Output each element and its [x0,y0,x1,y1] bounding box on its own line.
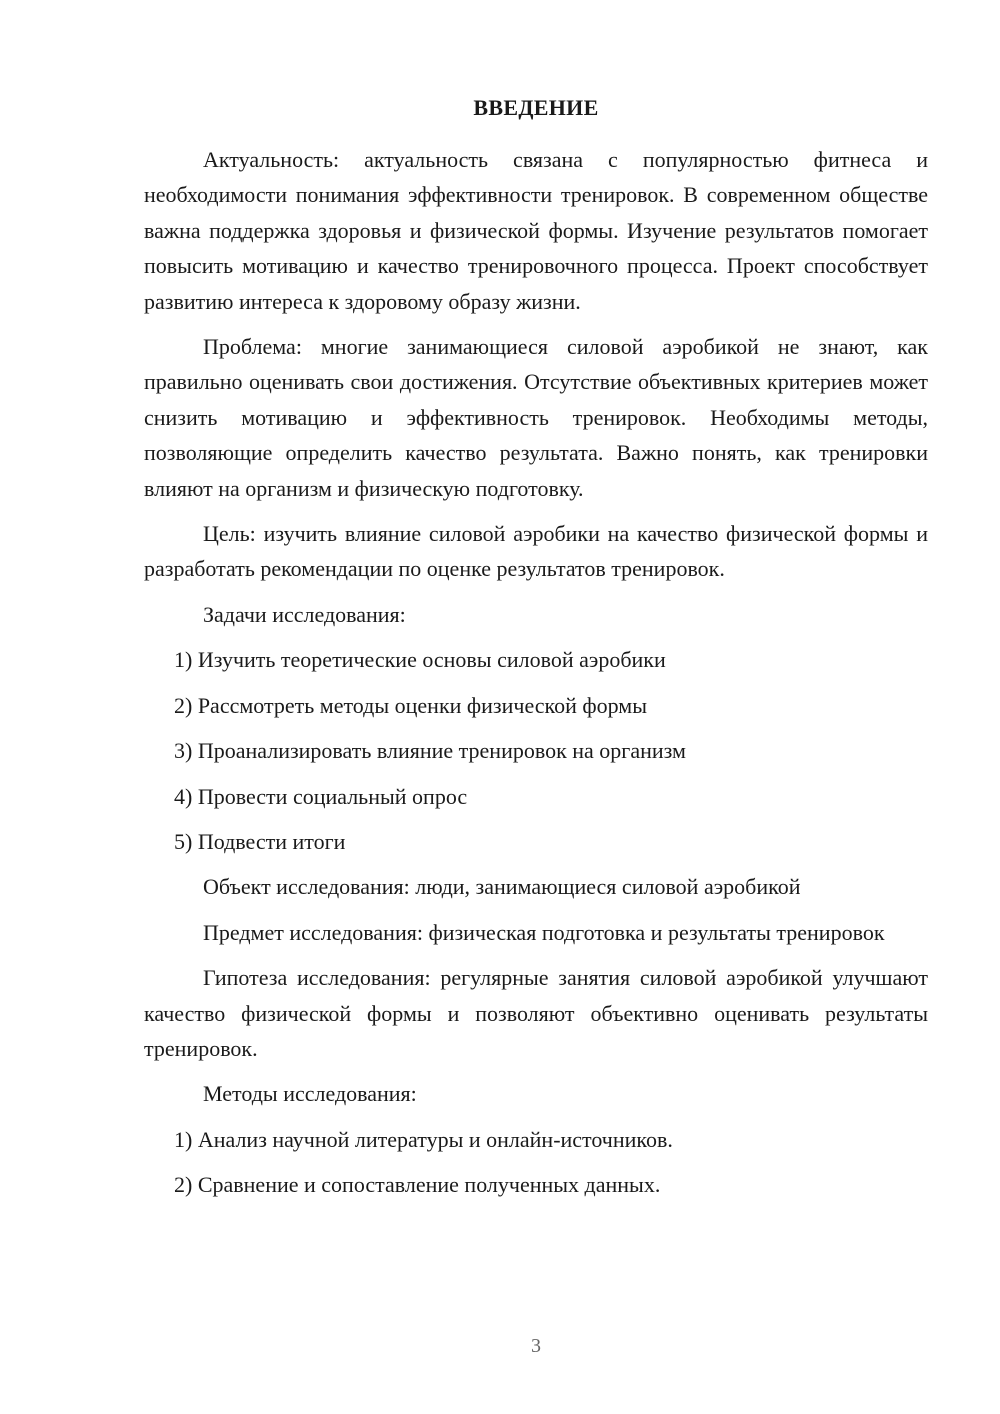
tasks-heading: Задачи исследования: [203,601,406,627]
section-title: ВВЕДЕНИЕ [473,95,599,120]
object-paragraph: Объект исследования: люди, занимающиеся силовой аэробикой [203,874,801,900]
list-item: 2) Сравнение и сопоставление полученных данных. [174,1172,661,1198]
subject-paragraph: Предмет исследования: физическая подготовка и результаты тренировок [203,919,885,945]
list-item: 4) Провести социальный опрос [174,783,468,809]
list-item: 2) Рассмотреть методы оценки физической формы [174,692,648,718]
list-item: 5) Подвести итоги [174,828,346,854]
relevance-paragraph: Актуальность: актуальность связана с популярностью фитнеса и необходимости понимания эффективности тренировок. В современном обществе важна поддержка здоровья и физической формы. Изучение результатов помогает повысить мотивацию и качество тренировочного процесса. Проект способствует развитию интереса к здоровому образу жизни. [144,147,928,314]
hypothesis-paragraph: Гипотеза исследования: регулярные занятия силовой аэробикой улучшают качество физической формы и позволяют объективно оценивать результаты тренировок. [144,965,928,1061]
list-item: 3) Проанализировать влияние тренировок на организм [174,738,686,764]
methods-heading: Методы исследования: [203,1081,417,1107]
methods-list [144,1122,928,1203]
list-item: 1) Анализ научной литературы и онлайн-источников. [174,1126,673,1152]
problem-paragraph: Проблема: многие занимающиеся силовой аэробикой не знают, как правильно оценивать свои достижения. Отсутствие объективных критериев может снизить мотивацию и эффективность тренировок. Необходимы методы, позволяющие определить качество результата. Важно понять, как тренировки влияют на организм и физическую подготовку. [144,334,928,501]
tasks-list [144,642,928,859]
list-item: 1) Изучить теоретические основы силовой аэробики [174,647,666,673]
page-number: 3 [531,1335,541,1357]
goal-paragraph: Цель: изучить влияние силовой аэробики на качество физической формы и разработать рекомендации по оценке результатов тренировок. [144,521,928,582]
document-body [144,142,928,1213]
